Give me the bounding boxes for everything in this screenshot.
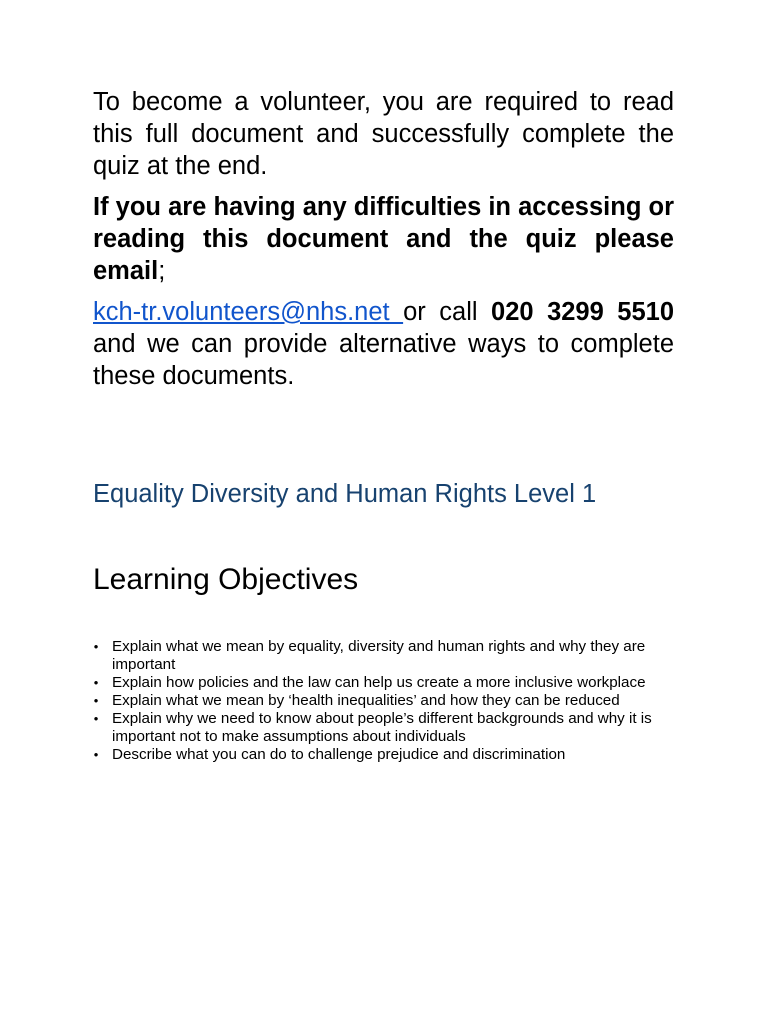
objective-item <box>93 710 682 746</box>
bullet-icon: • <box>93 747 99 762</box>
objectives-list <box>93 638 682 764</box>
difficulty-bold-text: If you are having any difficulties in accessing or reading this document and the quiz please email <box>93 193 674 285</box>
objective-text: Explain what we mean by ‘health inequalities’ and how they can be reduced <box>112 692 620 709</box>
phone-number: 020 3299 5510 <box>491 298 675 326</box>
objective-text: Explain what we mean by equality, diversity and human rights and why they are important <box>112 638 646 673</box>
intro-paragraph: To become a volunteer, you are required to read this full document and successfully complete the quiz at the end. <box>93 88 674 180</box>
or-call-text: or call <box>403 298 492 326</box>
bullet-icon: • <box>93 639 99 654</box>
bullet-icon: • <box>93 693 99 708</box>
objective-item <box>93 638 682 674</box>
intro-block <box>93 86 674 392</box>
alternative-ways-text: and we can provide alternative ways to complete these documents. <box>93 330 674 390</box>
objective-item <box>93 674 682 692</box>
objective-text: Explain why we need to know about people’s different backgrounds and why it is important not to make assumptions about individuals <box>112 710 652 745</box>
objectives-title: Learning Objectives <box>93 563 359 596</box>
objective-text: Describe what you can do to challenge prejudice and discrimination <box>112 746 566 763</box>
bullet-icon: • <box>93 675 99 690</box>
section-title: Equality Diversity and Human Rights Level 1 <box>93 480 597 508</box>
objective-item <box>93 746 682 764</box>
bullet-icon: • <box>93 711 99 726</box>
difficulty-semicolon: ; <box>158 257 166 285</box>
objective-item <box>93 692 682 710</box>
objective-text: Explain how policies and the law can help us create a more inclusive workplace <box>112 674 646 691</box>
contact-paragraph <box>93 296 674 392</box>
email-link[interactable]: kch-tr.volunteers@nhs.net <box>93 298 404 326</box>
difficulty-paragraph <box>93 191 674 287</box>
